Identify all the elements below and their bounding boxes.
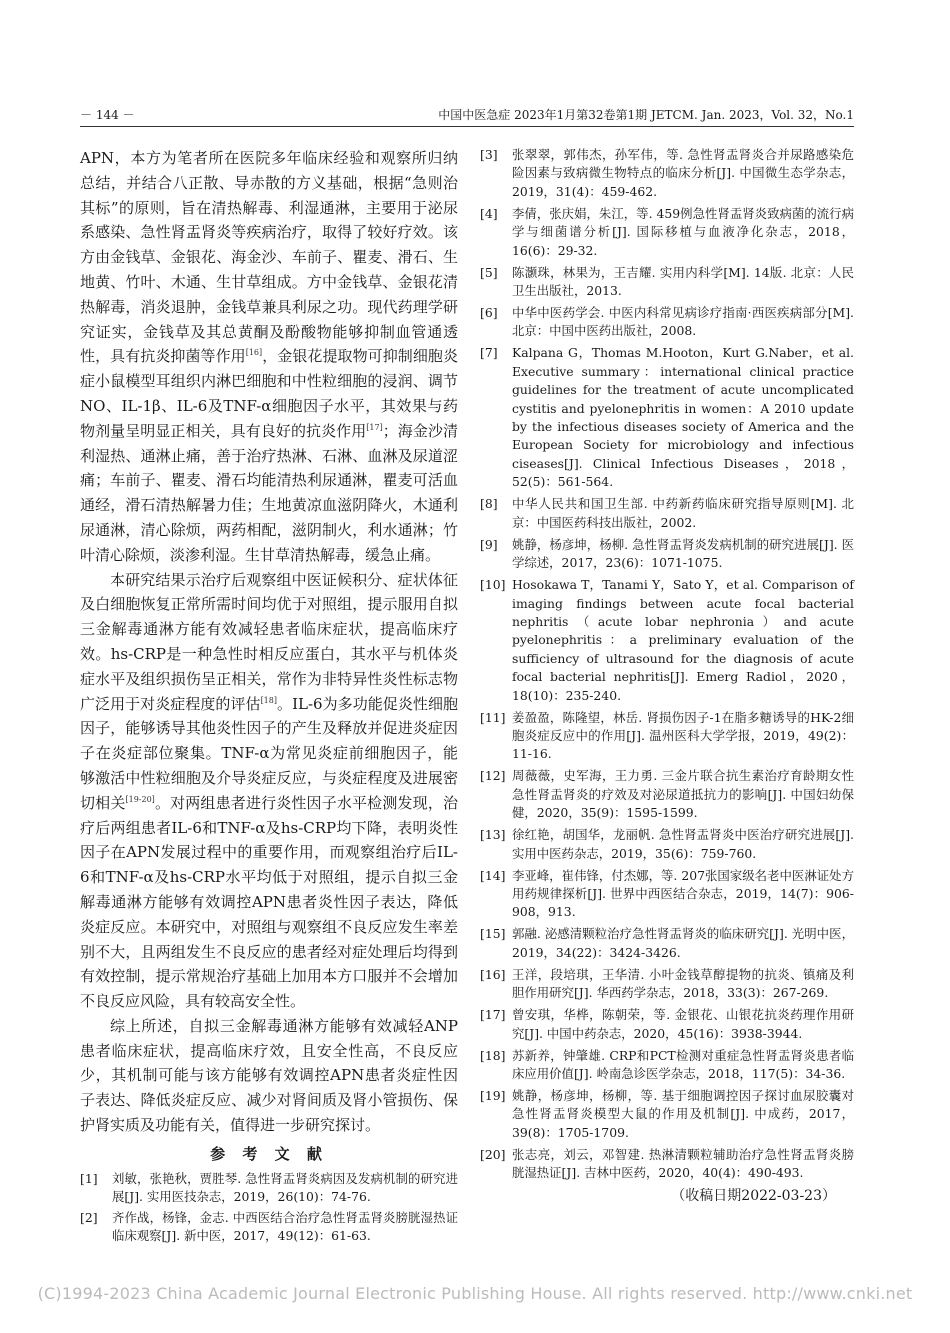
reference-number: [2]: [80, 1209, 98, 1225]
reference-item: [480, 576, 854, 705]
reference-text: 苏新养，钟肇雄. CRP和PCT检测对重症急性肾盂肾炎患者临床应用价值[J]. 岭南急诊医学杂志，2018，117(5)：34-36.: [512, 1047, 854, 1081]
paragraph-text: APN，本方为笔者所在医院多年临床经验和观察所归纳总结，并结合八正散、导赤散的方义基础，根据“急则治其标”的原则，旨在清热解毒、利湿通淋，主要用于泌尿系感染、急性肾盂肾炎等疾病治疗，取得了较好疗效。该方由金钱草、金银花、海金沙、车前子、瞿麦、滑石、生地黄、竹叶、木通、生甘草组成。方中金钱草、金银花清热解毒，消炎退肿，金钱草兼具利尿之功。现代药理学研究证实，金钱草及其总黄酮及酚酸物能够抑制血管通透性，具有抗炎抑菌等作用: [80, 149, 458, 366]
reference-item: [480, 1146, 854, 1183]
reference-number: [19]: [480, 1088, 506, 1103]
reference-number: [11]: [480, 709, 506, 725]
reference-number: [4]: [480, 205, 498, 221]
paragraph-text: 。IL-6为多功能促炎性细胞因子，能够诱导其他炎性因子的产生及释放并促进炎症因子在炎症部位聚集。TNF-α为常见炎症前细胞因子，能够激活中性粒细胞及介导炎症反应，与炎症程度及进展密切相关: [80, 694, 458, 812]
reference-number: [15]: [480, 926, 506, 942]
body-paragraph: [80, 1014, 458, 1138]
reference-text: 李亚峰，崔伟锋，付杰娜，等. 207张国家级名老中医淋证处方用药规律探析[J]. 世界中西医结合杂志，2019，14(7)：906-908，913.: [512, 867, 854, 920]
citation-superscript: [19-20]: [125, 794, 155, 804]
reference-number: [7]: [480, 345, 498, 361]
reference-item: [80, 1209, 458, 1246]
reference-number: [5]: [480, 264, 498, 280]
reference-list-left: [80, 1170, 458, 1246]
reference-item: [480, 1047, 854, 1084]
left-column: [80, 146, 458, 1248]
reference-item: [480, 867, 854, 922]
reference-number: [1]: [80, 1170, 98, 1186]
reference-item: [480, 709, 854, 764]
citation-superscript: [17]: [366, 422, 383, 432]
reference-text: 中华人民共和国卫生部. 中药新药临床研究指导原则[M]. 北京：中国医药科技出版社，2002.: [512, 496, 854, 530]
reference-number: [20]: [480, 1146, 506, 1162]
reference-item: [480, 1006, 854, 1043]
reference-text: Hosokawa T，Tanami Y，Sato Y，et al. Comparison of imaging findings between acute focal bacterial nephritis（acute lobar nephronia）and acute pyelonephritis：a preliminary evaluation of the sufficiency of ultrasound for the diagnosis of acute focal bacterial nephritis[J]. Emerg Radiol，2020，18(10)：235-240.: [512, 577, 854, 703]
reference-item: [480, 146, 854, 201]
paragraph-text: 。对两组患者进行炎性因子水平检测发现，治疗后两组患者IL-6和TNF-α及hs-CRP均下降，表明炎性因子在APN发展过程中的重要作用，而观察组治疗后IL-6和TNF-α及hs-CRP水平均低于对照组，提示自拟三金解毒通淋方能够有效调控APN患者炎性因子表达，降低炎症反应。本研究中，对照组与观察组不良反应发生率差别不大，且两组发生不良反应的患者经对症处理后均得到有效控制，提示常规治疗基础上加用本方口服并不会增加不良反应风险，具有较高安全性。: [80, 793, 458, 1011]
body-paragraph: [80, 568, 458, 1014]
reference-text: 齐作战，杨锋，金志. 中西医结合治疗急性肾盂肾炎膀胱湿热证临床观察[J]. 新中医，2017，49(12)：61-63.: [112, 1209, 458, 1244]
reference-text: 姜盈盈，陈隆望，林岳. 肾损伤因子-1在脂多糖诱导的HK-2细胞炎症反应中的作用[J]. 温州医科大学学报，2019，49(2)：11-16.: [512, 709, 854, 762]
copyright-watermark: (C)1994-2023 China Academic Journal Electronic Publishing House. All rights reserved. http://www.cnki.net: [37, 1284, 913, 1303]
reference-item: [480, 304, 854, 341]
reference-text: 郭融. 泌感清颗粒治疗急性肾盂肾炎的临床研究[J]. 光明中医，2019，34(22)：3424-3426.: [512, 926, 854, 960]
citation-superscript: [16]: [245, 348, 263, 358]
reference-number: [8]: [480, 496, 498, 512]
reference-number: [18]: [480, 1047, 506, 1063]
running-header: [80, 104, 854, 127]
reference-item: [480, 495, 854, 532]
reference-item: [480, 536, 854, 573]
reference-text: 李倩，张庆娟，朱江，等. 459例急性肾盂肾炎致病菌的流行病学与细菌谱分析[J]. 国际移植与血液净化杂志，2018，16(6)：29-32.: [512, 205, 854, 258]
reference-item: [480, 826, 854, 863]
reference-number: [16]: [480, 966, 506, 982]
page-number: － 144 －: [80, 108, 135, 122]
reference-number: [10]: [480, 577, 506, 593]
reference-number: [9]: [480, 536, 498, 552]
reference-text: 中华中医药学会. 中医内科常见病诊疗指南·西医疾病部分[M]. 北京：中国中医药出版社，2008.: [512, 305, 854, 339]
references-heading: 参 考 文 献: [210, 1144, 328, 1163]
reference-text: 刘敏，张艳秋，贾胜琴. 急性肾盂肾炎病因及发病机制的研究进展[J]. 实用医技杂志，2019，26(10)：74-76.: [112, 1170, 458, 1205]
paragraph-text: 综上所述，自拟三金解毒通淋方能够有效减轻ANP患者临床症状，提高临床疗效，且安全性高，不良反应少，其机制可能与该方能够有效调控APN患者炎症性因子表达、降低炎症反应、减少对肾间质及肾小管损伤、保护肾实质及功能有关，值得进一步研究探讨。: [80, 1016, 458, 1135]
reference-item: [480, 1087, 854, 1142]
reference-text: 张志亮，刘云，邓智建. 热淋清颗粒辅助治疗急性肾盂肾炎膀胱湿热证[J]. 吉林中医药，2020，40(4)：490-493.: [512, 1146, 854, 1181]
reference-item: [480, 925, 854, 962]
reference-text: 姚静，杨彦坤，杨柳，等. 基于细胞调控因子探讨血尿胶囊对急性肾盂肾炎模型大鼠的作用及机制[J]. 中成药，2017，39(8)：1705-1709.: [512, 1088, 854, 1140]
reference-number: [12]: [480, 768, 506, 784]
reference-item: [480, 205, 854, 260]
reference-text: 曾安琪，华桦，陈朝荣，等. 金银花、山银花抗炎药理作用研究[J]. 中国中药杂志，2020，45(16)：3938-3944.: [512, 1007, 854, 1041]
reference-number: [17]: [480, 1007, 506, 1023]
right-column: [480, 146, 854, 1206]
reference-list-right: [480, 146, 854, 1183]
paragraph-text: ，金银花提取物可抑制细胞炎症小鼠模型耳组织内淋巴细胞和中性粒细胞的浸润、调节NO、IL-1β、IL-6及TNF-α细胞因子水平，其效果与药物剂量呈明显正相关，具有良好的抗炎作用: [80, 347, 458, 440]
reference-text: 张翠翠，郭伟杰，孙军伟，等. 急性肾盂肾炎合并尿路感染危险因素与致病微生物特点的临床分析[J]. 中国微生态学杂志，2019，31(4)：459-462.: [512, 147, 854, 199]
body-paragraph: [80, 146, 458, 568]
reference-number: [13]: [480, 827, 506, 843]
reference-item: [480, 966, 854, 1003]
reference-number: [14]: [480, 867, 506, 883]
paragraph-text: 本研究结果示治疗后观察组中医证候积分、症状体征及白细胞恢复正常所需时间均优于对照组，提示服用自拟三金解毒通淋方能有效减轻患者临床症状，提高临床疗效。hs-CRP是一种急性时相反应蛋白，其水平与机体炎症水平及组织损伤呈正相关，常作为非特异性炎性标志物广泛用于对炎症程度的评估: [80, 570, 458, 713]
reference-text: 陈灏珠，林果为，王吉耀. 实用内科学[M]. 14版. 北京：人民卫生出版社，2013.: [512, 264, 854, 299]
citation-superscript: [18]: [260, 695, 277, 705]
reference-text: 姚静，杨彦坤，杨柳. 急性肾盂肾炎发病机制的研究进展[J]. 医学综述，2017，23(6)：1071-1075.: [512, 536, 854, 571]
reference-text: 王洋，段培琪，王华清. 小叶金钱草醇提物的抗炎、镇痛及利胆作用研究[J]. 华西药学杂志，2018，33(3)：267-269.: [512, 966, 854, 1001]
reference-item: [80, 1170, 458, 1207]
reference-text: 周薇薇，史军海，王力勇. 三金片联合抗生素治疗育龄期女性急性肾盂肾炎的疗效及对泌尿道抵抗力的影响[J]. 中国妇幼保健，2020，35(9)：1595-1599.: [512, 768, 854, 821]
paragraph-text: ；海金沙清利湿热、通淋止痛，善于治疗热淋、石淋、血淋及尿道涩痛；车前子、瞿麦、滑石均能清热利尿通淋，瞿麦可活血通经，滑石清热解暑力佳；生地黄凉血滋阴降火，木通利尿通淋，清心除烦，两药相配，滋阴制火，利水通淋；竹叶清心除烦，淡渗利湿。生甘草清热解毒，缓急止痛。: [80, 421, 458, 564]
received-date: （收稿日期2022-03-23）: [671, 1188, 836, 1205]
journal-citation: 中国中医急症 2023年1月第32卷第1期 JETCM. Jan. 2023，Vol. 32，No.1: [438, 108, 854, 122]
reference-number: [3]: [480, 147, 498, 162]
reference-number: [6]: [480, 305, 498, 321]
reference-text: 徐红艳，胡国华，龙丽帆. 急性肾盂肾炎中医治疗研究进展[J]. 实用中医药杂志，2019，35(6)：759-760.: [512, 827, 854, 861]
reference-item: [480, 344, 854, 491]
reference-item: [480, 264, 854, 301]
reference-text: Kalpana G，Thomas M.Hooton，Kurt G.Naber，et al. Executive summary：international clinical practice guidelines for the treatment of acute uncomplicated cystitis and pyelonephritis in women：A 2010 update by the infectious diseases society of America and the European Society for microbiology and infectious ciseases[J]. Clinical Infectious Diseases，2018，52(5)：561-564.: [512, 345, 854, 490]
reference-item: [480, 767, 854, 822]
